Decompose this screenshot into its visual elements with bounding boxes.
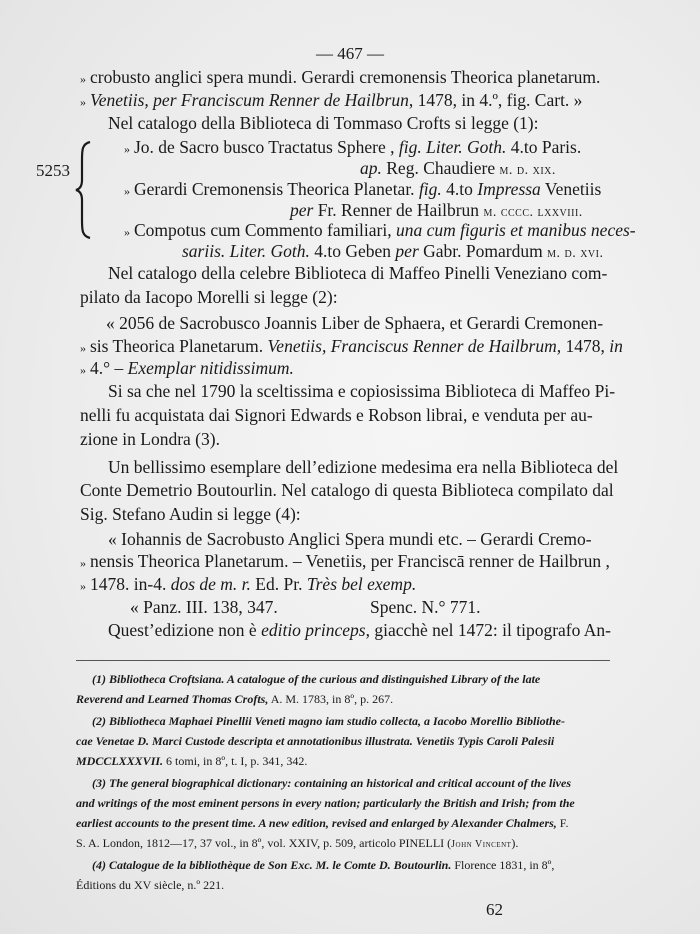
footnote-3-cont: and writings of the most eminent persons in every nation; particularly the British and Irish; from the: [76, 796, 575, 810]
crofts-entry-1: » Jo. de Sacro busco Tractatus Sphere , fig. Liter. Goth. 4.to Paris.: [124, 137, 582, 157]
footnote-2: (2) Bibliotheca Maphaei Pinellii Veneti magno iam studio collecta, a Iacobo Morellio Bibliothe-: [92, 714, 565, 728]
footnote-4: (4) Catalogue de la bibliothèque de Son Exc. M. le Comte D. Boutourlin. Florence 1831, in 8º,: [92, 858, 555, 872]
quote-line: « Panz. III. 138, 347.: [130, 597, 278, 617]
quote-line: » sis Theorica Planetarum. Venetiis, Franciscus Renner de Hailbrum, 1478, in: [80, 336, 623, 356]
paragraph-crofts-intro: Nel catalogo della Biblioteca di Tommaso Crofts si legge (1):: [108, 113, 539, 133]
footnote-4-cont: Éditions du XV siècle, n.º 221.: [76, 878, 225, 892]
quote-line: » 1478. in-4. dos de m. r. Ed. Pr. Très bel exemp.: [80, 574, 417, 594]
signature-number: 62: [486, 900, 503, 919]
page-number: — 467 —: [316, 44, 384, 63]
footnote-3-cont: S. A. London, 1812—17, 37 vol., in 8º, vol. XXIV, p. 509, articolo PINELLI (John Vincent).: [76, 836, 519, 850]
catalog-number: 5253: [36, 161, 70, 180]
footnote-3-cont: earliest accounts to the present time. A new edition, revised and enlarged by Alexander Chalmers, F.: [76, 816, 569, 830]
quote-line: » 4.° – Exemplar nitidissimum.: [80, 358, 294, 378]
crofts-entry-2-cont: per Fr. Renner de Hailbrun m. cccc. lxxviii.: [290, 200, 583, 220]
footnote-divider: [76, 660, 610, 661]
body-line: zione in Londra (3).: [80, 429, 220, 449]
footnote-3: (3) The general biographical dictionary: containing an historical and critical account of the lives: [92, 776, 572, 790]
quote-line: « Iohannis de Sacrobusto Anglici Spera mundi etc. – Gerardi Cremo-: [108, 529, 592, 549]
body-line: Un bellissimo esemplare dell’edizione medesima era nella Biblioteca del: [108, 457, 619, 477]
body-line: » Venetiis, per Franciscum Renner de Hailbrun, 1478, in 4.º, fig. Cart. »: [80, 90, 583, 110]
body-line: pilato da Iacopo Morelli si legge (2):: [80, 287, 338, 307]
body-line: Conte Demetrio Boutourlin. Nel catalogo di questa Biblioteca compilato dal: [80, 480, 614, 500]
quote-line: Spenc. N.° 771.: [370, 597, 481, 617]
crofts-entry-1-cont: ap. Reg. Chaudiere m. d. xix.: [360, 158, 556, 178]
body-line: Sig. Stefano Audin si legge (4):: [80, 504, 301, 524]
footnote-2-cont: cae Venetae D. Marci Custode descripta et annotationibus illustrata. Venetiis Typis Caroli Palesii: [76, 734, 555, 748]
crofts-entry-2: » Gerardi Cremonensis Theorica Planetar. fig. 4.to Impressa Venetiis: [124, 179, 602, 199]
quote-mark: »: [80, 72, 86, 86]
crofts-entry-3: » Compotus cum Commento familiari, una cum figuris et manibus neces-: [124, 220, 636, 240]
curly-brace-icon: [74, 140, 94, 240]
quote-line: « 2056 de Sacrobusco Joannis Liber de Sphaera, et Gerardi Cremonen-: [106, 313, 604, 333]
footnote-1-cont: Reverend and Learned Thomas Crofts, A. M. 1783, in 8º, p. 267.: [76, 692, 394, 706]
footnote-2-cont: MDCCLXXXVII. 6 tomi, in 8º, t. I, p. 341, 342.: [76, 754, 308, 768]
body-line: Quest’edizione non è editio princeps, giacchè nel 1472: il tipografo An-: [108, 620, 611, 640]
crofts-entry-3-cont: sariis. Liter. Goth. 4.to Geben per Gabr. Pomardum m. d. xvi.: [182, 241, 604, 261]
body-line: » crobusto anglici spera mundi. Gerardi cremonensis Theorica planetarum.: [80, 67, 601, 87]
quote-line: » nensis Theorica Planetarum. – Venetiis, per Franciscā renner de Hailbrun ,: [80, 551, 610, 571]
body-line: Nel catalogo della celebre Biblioteca di Maffeo Pinelli Veneziano com-: [108, 263, 608, 283]
body-line: Si sa che nel 1790 la sceltissima e copiosissima Biblioteca di Maffeo Pi-: [108, 381, 616, 401]
body-line: nelli fu acquistata dai Signori Edwards e Robson librai, e venduta per au-: [80, 405, 593, 425]
footnote-1: (1) Bibliotheca Croftsiana. A catalogue of the curious and distinguished Library of the late: [92, 672, 541, 686]
